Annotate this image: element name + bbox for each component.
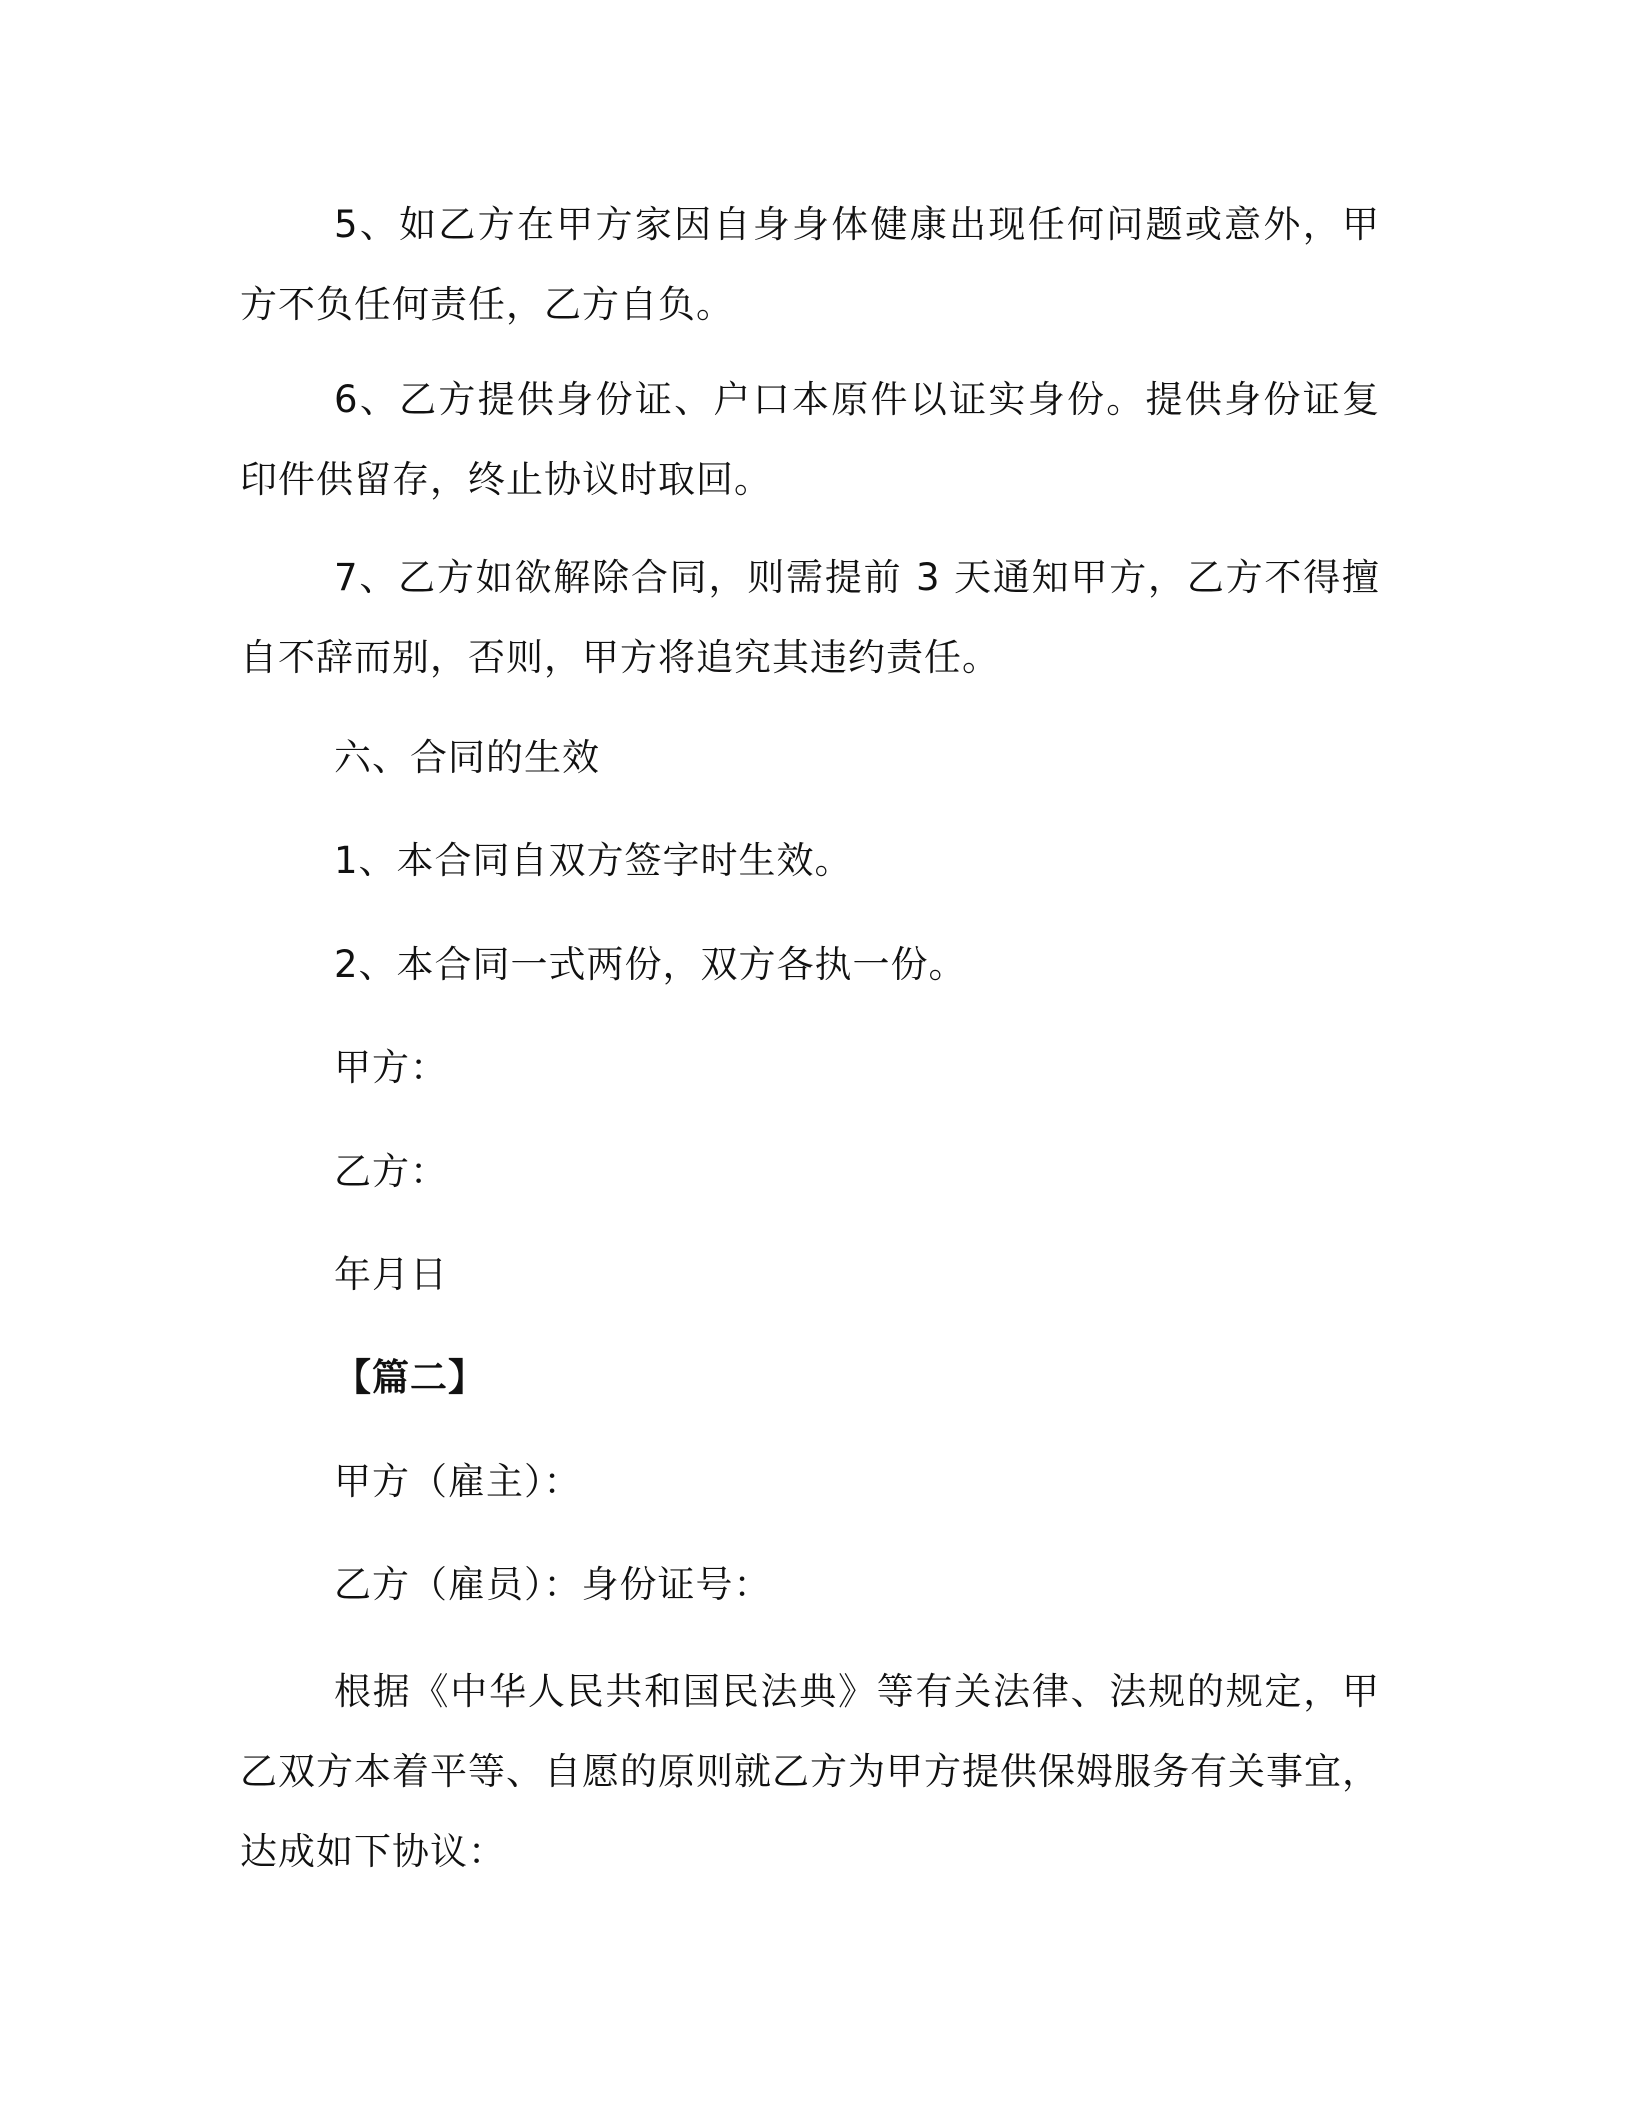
- employer-line: 甲方（雇主）：: [334, 1460, 582, 1503]
- part-two-heading: 【篇二】: [334, 1356, 486, 1399]
- section-heading-6: 六、合同的生效: [334, 736, 600, 779]
- clause-5: 5、如乙方在甲方家因自身身体健康出现任何问题或意外，甲方不负任何责任，乙方自负。: [240, 203, 1380, 326]
- clause-6: 6、乙方提供身份证、户口本原件以证实身份。提供身份证复印件供留存，终止协议时取回。: [240, 378, 1380, 501]
- clause-7: 7、乙方如欲解除合同，则需提前 3 天通知甲方，乙方不得擅自不辞而别，否则，甲方将追究其违约责任。: [240, 556, 1380, 679]
- employee-line: 乙方（雇员）：身份证号：: [334, 1563, 772, 1606]
- preamble-paragraph: 根据《中华人民共和国民法典》等有关法律、法规的规定，甲乙双方本着平等、自愿的原则就乙方为甲方提供保姆服务有关事宜，达成如下协议：: [240, 1670, 1380, 1873]
- signature-date: 年月日: [334, 1253, 448, 1296]
- section-6-item-2: 2、本合同一式两份，双方各执一份。: [334, 943, 967, 986]
- signature-party-a: 甲方：: [334, 1046, 448, 1089]
- signature-party-b: 乙方：: [334, 1150, 448, 1193]
- section-6-item-1: 1、本合同自双方签字时生效。: [334, 839, 853, 882]
